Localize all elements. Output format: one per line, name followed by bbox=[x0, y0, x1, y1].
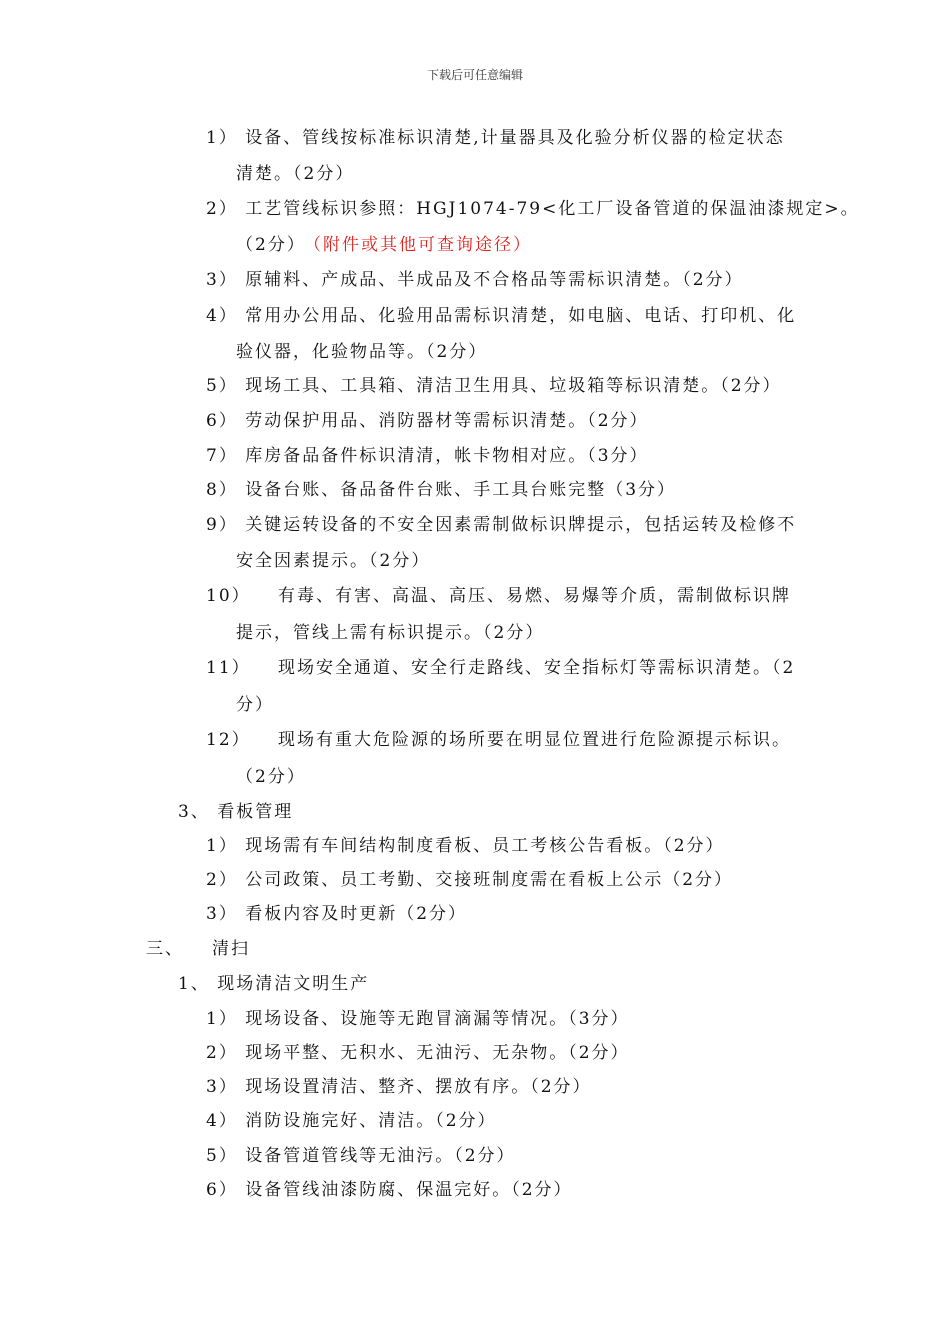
list-item: 2） 现场平整、无积水、无油污、无杂物。（2分） bbox=[206, 1043, 630, 1063]
list-item: 4） 消防设施完好、清洁。（2分） bbox=[206, 1111, 497, 1131]
list-item: 有毒、有害、高温、高压、易燃、易爆等介质，需制做标识牌 bbox=[278, 586, 791, 606]
list-item-cont: 分） bbox=[236, 695, 274, 715]
list-item: 2） 工艺管线标识参照：HGJ1074-79<化工厂设备管道的保温油漆规定>。 bbox=[206, 199, 860, 219]
list-item: 1） 现场需有车间结构制度看板、员工考核公告看板。（2分） bbox=[206, 836, 725, 856]
list-item: 1） 设备、管线按标准标识清楚,计量器具及化验分析仪器的检定状态 bbox=[206, 128, 785, 148]
section-heading: 3、 看板管理 bbox=[178, 802, 294, 822]
list-item: 3） 原辅料、产成品、半成品及不合格品等需标识清楚。（2分） bbox=[206, 270, 744, 290]
chapter-number: 三、 bbox=[146, 939, 184, 959]
chapter-title: 清扫 bbox=[212, 939, 250, 959]
list-item: 5） 现场工具、工具箱、清洁卫生用具、垃圾箱等标识清楚。（2分） bbox=[206, 376, 782, 396]
list-item: 4） 常用办公用品、化验用品需标识清楚，如电脑、电话、打印机、化 bbox=[206, 306, 797, 326]
list-item: 现场安全通道、安全行走路线、安全指标灯等需标识清楚。（2 bbox=[278, 658, 796, 678]
list-item: 3） 现场设置清洁、整齐、摆放有序。（2分） bbox=[206, 1077, 592, 1097]
list-item: 5） 设备管道管线等无油污。（2分） bbox=[206, 1146, 516, 1166]
list-item: 9） 关键运转设备的不安全因素需制做标识牌提示，包括运转及检修不 bbox=[206, 515, 797, 535]
list-item-cont: （2分） bbox=[236, 767, 306, 787]
list-item: 8） 设备台账、备品备件台账、手工具台账完整（3分） bbox=[206, 480, 677, 500]
list-item-cont: 验仪器，化验物品等。（2分） bbox=[236, 342, 488, 362]
list-item: 3） 看板内容及时更新（2分） bbox=[206, 904, 468, 924]
list-item-number: 11） bbox=[206, 658, 251, 678]
list-item: 现场有重大危险源的场所要在明显位置进行危险源提示标识。 bbox=[278, 730, 791, 750]
red-note: （附件或其他可查询途径） bbox=[304, 235, 532, 255]
list-item-cont: 提示，管线上需有标识提示。（2分） bbox=[236, 623, 545, 643]
list-item: 7） 库房备品备件标识清清，帐卡物相对应。（3分） bbox=[206, 446, 649, 466]
list-item-number: 10） bbox=[206, 586, 251, 606]
list-item: 2） 公司政策、员工考勤、交接班制度需在看板上公示（2分） bbox=[206, 870, 734, 890]
list-item: 1） 现场设备、设施等无跑冒滴漏等情况。（3分） bbox=[206, 1009, 630, 1029]
section-heading: 1、 现场清洁文明生产 bbox=[178, 974, 370, 994]
list-item: 6） 设备管线油漆防腐、保温完好。（2分） bbox=[206, 1180, 573, 1200]
list-item-cont: 清楚。（2分） bbox=[236, 164, 355, 184]
list-item: 6） 劳动保护用品、消防器材等需标识清楚。（2分） bbox=[206, 411, 649, 431]
list-item-cont: （2分） bbox=[236, 235, 306, 255]
list-item-cont: 安全因素提示。（2分） bbox=[236, 551, 431, 571]
list-item-number: 12） bbox=[206, 730, 251, 750]
page-header: 下载后可任意编辑 bbox=[426, 68, 523, 82]
